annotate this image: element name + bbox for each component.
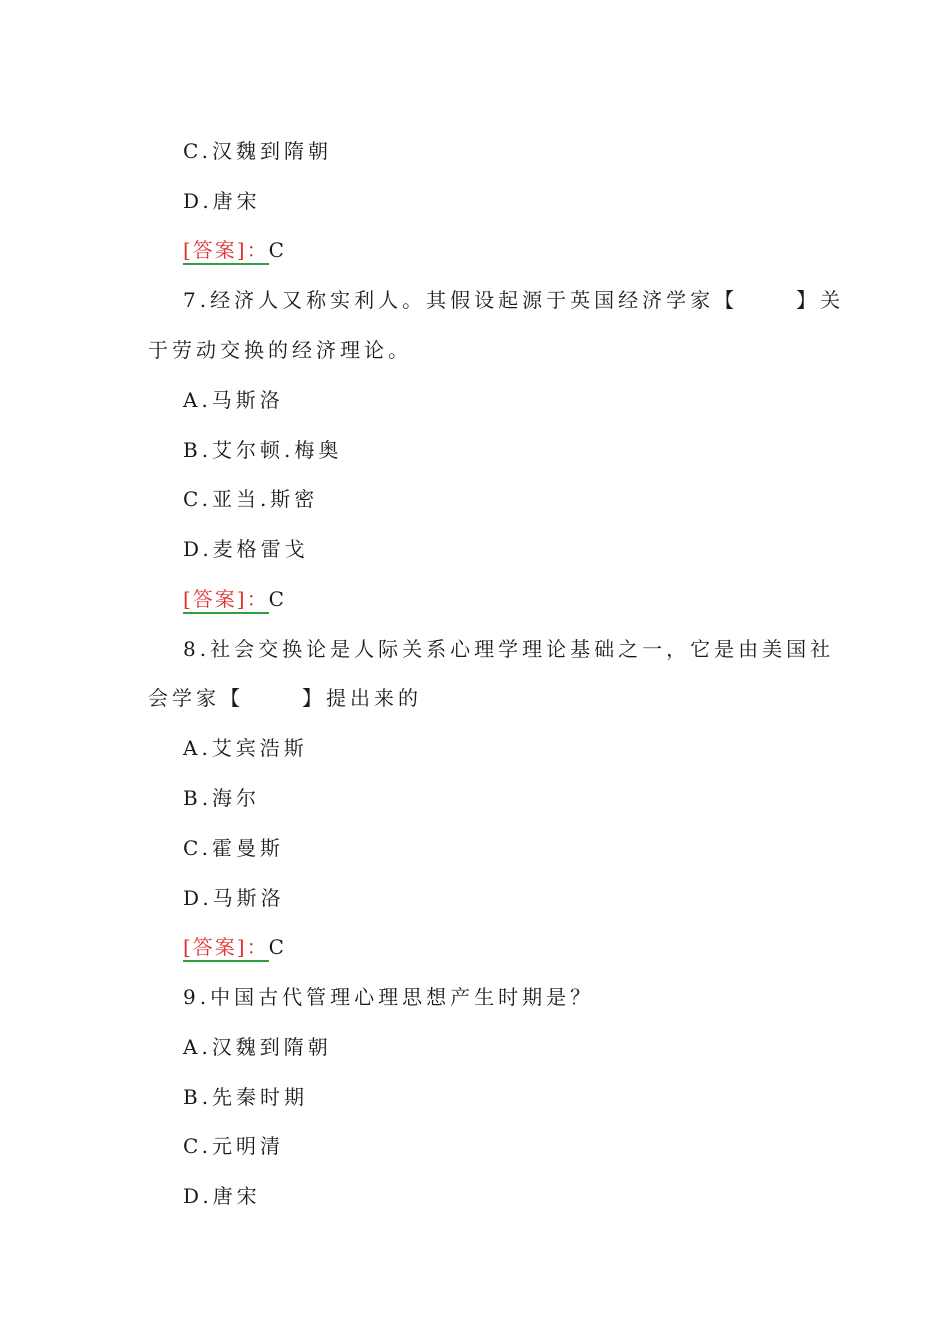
q8-option-d: D.马斯洛 [183, 886, 285, 910]
answer-tag: [答案]： [183, 587, 269, 614]
q7-option-b: B.艾尔顿.梅奥 [183, 438, 343, 462]
q9-option-c: C.元明清 [183, 1134, 284, 1158]
q9-stem: 9.中国古代管理心理思想产生时期是？ [183, 985, 595, 1009]
q8-stem-line1: 8.社会交换论是人际关系心理学理论基础之一，它是由美国社 [183, 637, 835, 661]
q9-option-b: B.先秦时期 [183, 1085, 309, 1109]
q8-option-c: C.霍曼斯 [183, 836, 284, 860]
q8-stem-line2 [148, 684, 422, 712]
q6-answer-line [183, 236, 286, 264]
answer-tag: [答案]： [183, 935, 269, 962]
q7-stem-part1: 7.经济人又称实利人。其假设起源于英国经济学家【 [183, 288, 739, 312]
q7-stem-line1 [183, 286, 844, 314]
q8-stem-part2-open: 会学家【 [148, 686, 244, 710]
answer-value: C [268, 587, 286, 611]
q8-answer-line [183, 933, 286, 961]
q7-option-a: A.马斯洛 [183, 388, 284, 412]
q9-option-a: A.汉魏到隋朝 [183, 1035, 332, 1059]
answer-tag: [答案]： [183, 238, 269, 265]
answer-value: C [268, 935, 286, 959]
q9-option-d: D.唐宋 [183, 1184, 261, 1208]
q8-option-b: B.海尔 [183, 786, 261, 810]
q7-stem-line2: 于劳动交换的经济理论。 [148, 338, 412, 362]
q7-answer-line [183, 585, 286, 613]
q7-option-c: C.亚当.斯密 [183, 487, 319, 511]
answer-value: C [268, 238, 286, 262]
q8-stem-part2-close: 】提出来的 [302, 686, 422, 710]
q7-option-d: D.麦格雷戈 [183, 537, 309, 561]
q8-option-a: A.艾宾浩斯 [183, 736, 308, 760]
q6-option-d: D.唐宋 [183, 189, 261, 213]
q7-stem-part1-close: 】关 [796, 288, 845, 312]
q6-option-c: C.汉魏到隋朝 [183, 139, 332, 163]
